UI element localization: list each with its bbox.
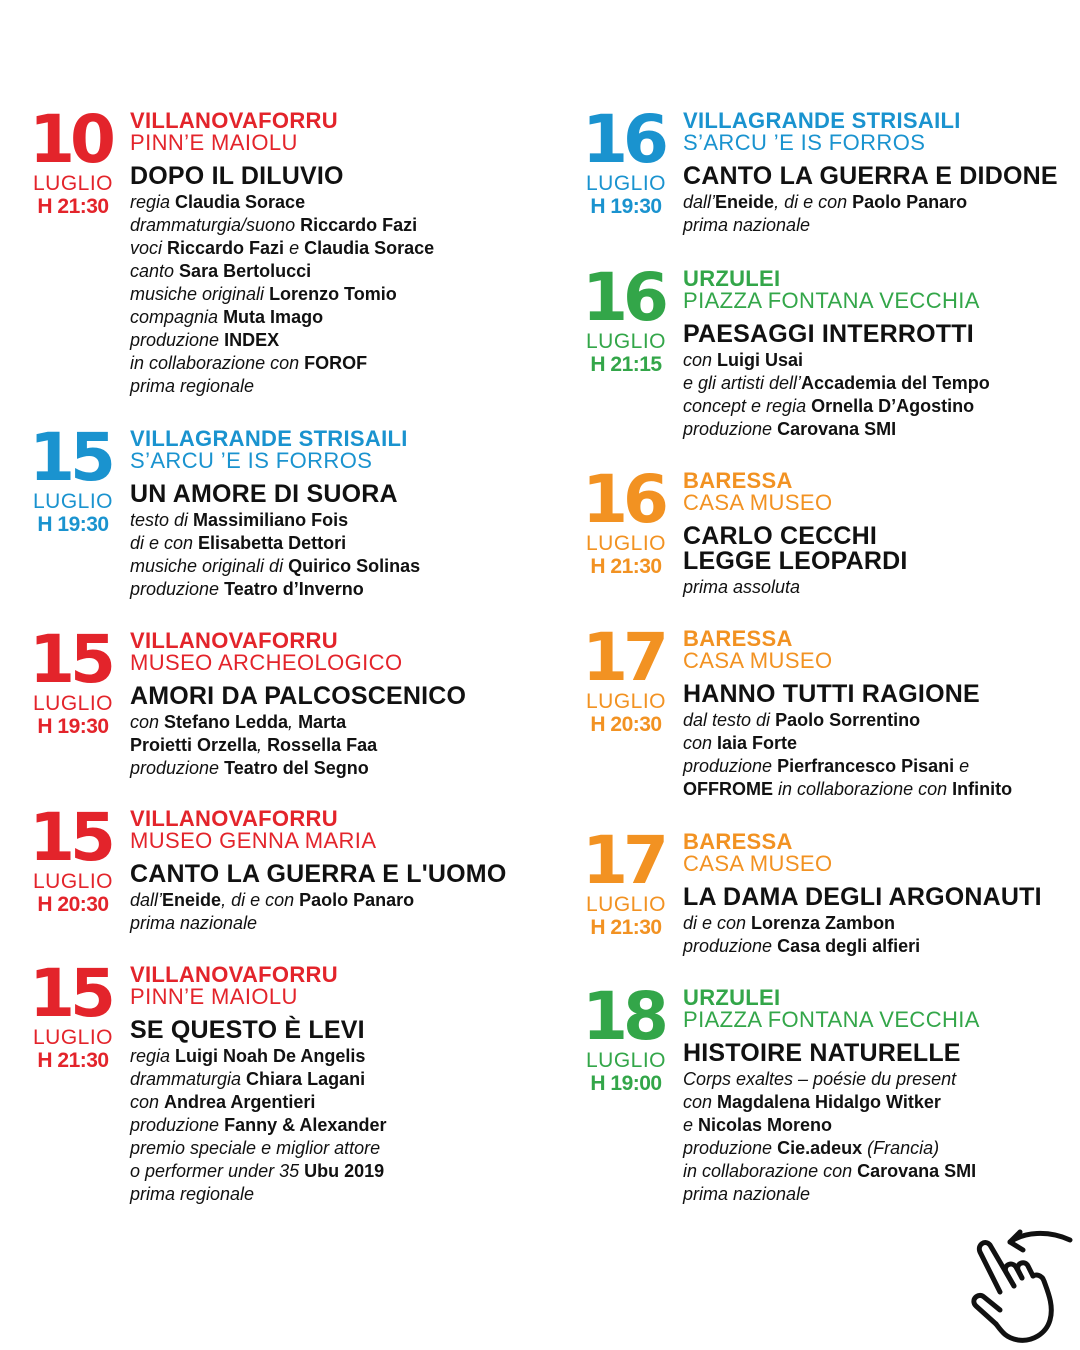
event-info bbox=[130, 428, 540, 601]
event-date bbox=[581, 259, 671, 376]
event-month: LUGLIO bbox=[585, 1049, 667, 1072]
credit-name: Cie.adeux bbox=[777, 1138, 863, 1158]
event-title bbox=[683, 164, 1080, 189]
event-month: LUGLIO bbox=[585, 330, 667, 353]
credit-role: dall’ bbox=[130, 890, 163, 910]
event-date bbox=[581, 461, 671, 578]
event-date bbox=[28, 101, 118, 218]
event-credits bbox=[683, 912, 1080, 958]
credit-line bbox=[683, 1183, 1080, 1206]
credit-name: Teatro d’Inverno bbox=[224, 579, 364, 599]
credit-line bbox=[130, 1091, 540, 1114]
event-time: H 20:30 bbox=[590, 713, 662, 736]
event-time: H 19:30 bbox=[37, 513, 109, 536]
credit-name: Paolo Panaro bbox=[299, 890, 415, 910]
event-date bbox=[28, 955, 118, 1072]
event-credits bbox=[683, 709, 1080, 801]
event-credits bbox=[130, 711, 540, 780]
credit-role: regia bbox=[130, 1046, 176, 1066]
event-title-line: CARLO CECCHI bbox=[683, 522, 878, 550]
event-venue: PINN’E MAIOLU bbox=[130, 984, 298, 1009]
credit-line bbox=[130, 260, 540, 283]
event-title-line: LEGGE LEOPARDI bbox=[683, 547, 908, 575]
credit-name: Nicolas Moreno bbox=[698, 1115, 833, 1135]
event-venue: PIAZZA FONTANA VECCHIA bbox=[683, 288, 980, 313]
credit-line bbox=[130, 734, 540, 757]
credit-name: Magdalena Hidalgo Witker bbox=[717, 1092, 941, 1112]
credit-line bbox=[130, 375, 540, 398]
credit-role: produzione bbox=[130, 758, 225, 778]
event-day: 15 bbox=[29, 621, 111, 698]
event-title bbox=[130, 862, 540, 887]
event-time: H 21:30 bbox=[37, 1049, 109, 1072]
credit-name: INDEX bbox=[224, 330, 280, 350]
credit-line bbox=[130, 329, 540, 352]
event-title bbox=[130, 684, 540, 709]
credit-line bbox=[130, 509, 540, 532]
event-info bbox=[683, 470, 1080, 599]
event-date bbox=[28, 799, 118, 916]
credit-line bbox=[683, 1114, 1080, 1137]
credit-name: Infinito bbox=[952, 779, 1013, 799]
credit-name: Sara Bertolucci bbox=[179, 261, 312, 281]
event-venue: MUSEO ARCHEOLOGICO bbox=[130, 650, 403, 675]
credit-role: in collaborazione con bbox=[130, 353, 305, 373]
event-day: 17 bbox=[582, 619, 664, 696]
credit-name: OFFROME bbox=[683, 779, 773, 799]
credit-role: e bbox=[954, 756, 970, 776]
event-day: 16 bbox=[582, 461, 664, 538]
credit-role: prima nazionale bbox=[683, 1184, 811, 1204]
event-month: LUGLIO bbox=[32, 1026, 114, 1049]
event-credits bbox=[130, 191, 540, 398]
credit-line bbox=[130, 1137, 540, 1160]
credit-name: Pierfrancesco Pisani bbox=[777, 756, 955, 776]
credit-line bbox=[683, 576, 1080, 599]
credit-line bbox=[130, 237, 540, 260]
credit-role: canto bbox=[130, 261, 180, 281]
credit-name: Lorenza Zambon bbox=[751, 913, 896, 933]
event-venue: CASA MUSEO bbox=[683, 648, 833, 673]
credit-line bbox=[130, 912, 540, 935]
event-info bbox=[683, 110, 1080, 237]
credit-role: (Francia) bbox=[862, 1138, 940, 1158]
credit-name: Teatro del Segno bbox=[224, 758, 369, 778]
credit-line bbox=[130, 757, 540, 780]
credit-role: compagnia bbox=[130, 307, 224, 327]
credit-role: drammaturgia bbox=[130, 1069, 247, 1089]
credit-role: produzione bbox=[130, 330, 225, 350]
event-town: URZULEI bbox=[683, 266, 781, 291]
event-day: 16 bbox=[582, 259, 664, 336]
credit-line bbox=[130, 1114, 540, 1137]
credit-name: Eneide bbox=[715, 192, 775, 212]
credit-role: , bbox=[257, 735, 268, 755]
credit-role: voci bbox=[130, 238, 168, 258]
event-time: H 20:30 bbox=[37, 893, 109, 916]
credit-name: Claudia Sorace bbox=[304, 238, 435, 258]
credit-line bbox=[130, 306, 540, 329]
credit-line bbox=[130, 1160, 540, 1183]
event-date bbox=[581, 619, 671, 736]
event-title-line: HANNO TUTTI RAGIONE bbox=[683, 680, 980, 708]
event-month: LUGLIO bbox=[585, 532, 667, 555]
credit-role: in collaborazione con bbox=[683, 1161, 858, 1181]
credit-role: , di e con bbox=[221, 890, 300, 910]
event-day: 16 bbox=[582, 101, 664, 178]
event-credits bbox=[683, 349, 1080, 441]
event-info bbox=[130, 808, 540, 935]
credit-role: , di e con bbox=[774, 192, 853, 212]
credit-line bbox=[683, 372, 1080, 395]
credit-line bbox=[683, 1091, 1080, 1114]
credit-role: Corps exaltes – poésie du present bbox=[683, 1069, 957, 1089]
credit-role: o performer under 35 bbox=[130, 1161, 305, 1181]
credit-role: produzione bbox=[683, 419, 778, 439]
credit-role: concept e regia bbox=[683, 396, 812, 416]
event-venue: PINN’E MAIOLU bbox=[130, 130, 298, 155]
event-town: BARESSA bbox=[683, 829, 793, 854]
event-title-line: SE QUESTO È LEVI bbox=[130, 1016, 365, 1044]
event-info bbox=[130, 964, 540, 1206]
credit-role: di e con bbox=[683, 913, 752, 933]
event-day: 18 bbox=[582, 978, 664, 1055]
event-day: 10 bbox=[29, 101, 111, 178]
credit-line bbox=[130, 889, 540, 912]
event-credits bbox=[130, 509, 540, 601]
credit-name: Massimiliano Fois bbox=[193, 510, 349, 530]
credit-line bbox=[130, 352, 540, 375]
credit-line bbox=[683, 755, 1080, 778]
event-time: H 19:30 bbox=[37, 715, 109, 738]
credit-line bbox=[683, 778, 1080, 801]
event-credits bbox=[683, 191, 1080, 237]
event-credits bbox=[130, 889, 540, 935]
credit-name: Quirico Solinas bbox=[288, 556, 421, 576]
credit-line bbox=[130, 555, 540, 578]
event-day: 15 bbox=[29, 419, 111, 496]
credit-line bbox=[683, 935, 1080, 958]
credit-name: Luigi Usai bbox=[717, 350, 804, 370]
event-month: LUGLIO bbox=[32, 692, 114, 715]
credit-line bbox=[683, 732, 1080, 755]
credit-role: , bbox=[288, 712, 299, 732]
credit-line bbox=[683, 912, 1080, 935]
credit-role: musiche originali bbox=[130, 284, 270, 304]
event-time: H 19:00 bbox=[590, 1072, 662, 1095]
event-town: VILLAGRANDE STRISAILI bbox=[683, 108, 961, 133]
event-day: 15 bbox=[29, 799, 111, 876]
swipe-hand-icon[interactable] bbox=[966, 1228, 1076, 1350]
credit-name: Riccardo Fazi bbox=[167, 238, 285, 258]
event-time: H 21:30 bbox=[37, 195, 109, 218]
credit-role: produzione bbox=[130, 579, 225, 599]
credit-line bbox=[683, 191, 1080, 214]
event-title-line: HISTOIRE NATURELLE bbox=[683, 1039, 961, 1067]
credit-role: produzione bbox=[683, 936, 778, 956]
credit-line bbox=[130, 578, 540, 601]
credit-name: Accademia del Tempo bbox=[801, 373, 990, 393]
credit-role: e bbox=[683, 1115, 699, 1135]
event-time: H 21:30 bbox=[590, 555, 662, 578]
credit-role: regia bbox=[130, 192, 176, 212]
credit-role: di e con bbox=[130, 533, 199, 553]
event-info bbox=[683, 628, 1080, 801]
credit-line bbox=[683, 1068, 1080, 1091]
event-month: LUGLIO bbox=[585, 172, 667, 195]
event-town: BARESSA bbox=[683, 468, 793, 493]
credit-role: musiche originali di bbox=[130, 556, 289, 576]
credit-name: Paolo Sorrentino bbox=[775, 710, 921, 730]
credit-line bbox=[130, 1045, 540, 1068]
credit-role: dall’ bbox=[683, 192, 716, 212]
credit-name: Carovana SMI bbox=[777, 419, 897, 439]
event-time: H 21:30 bbox=[590, 916, 662, 939]
event-venue: S’ARCU ’E IS FORROS bbox=[683, 130, 926, 155]
credit-name: Chiara Lagani bbox=[246, 1069, 366, 1089]
credit-name: Claudia Sorace bbox=[175, 192, 306, 212]
credit-name: Fanny & Alexander bbox=[224, 1115, 387, 1135]
event-title-line: CANTO LA GUERRA E L'UOMO bbox=[130, 860, 507, 888]
credit-role: con bbox=[683, 1092, 718, 1112]
event-info bbox=[683, 268, 1080, 441]
event-title bbox=[130, 164, 540, 189]
event-credits bbox=[683, 1068, 1080, 1206]
credit-role: con bbox=[130, 712, 165, 732]
event-info bbox=[683, 831, 1080, 958]
credit-role: prima assoluta bbox=[683, 577, 801, 597]
credit-name: Riccardo Fazi bbox=[300, 215, 418, 235]
event-town: VILLANOVAFORRU bbox=[130, 806, 338, 831]
event-town: VILLAGRANDE STRISAILI bbox=[130, 426, 408, 451]
credit-line bbox=[130, 283, 540, 306]
event-info bbox=[130, 630, 540, 780]
event-venue: S’ARCU ’E IS FORROS bbox=[130, 448, 373, 473]
event-title bbox=[683, 885, 1080, 910]
credit-role: con bbox=[683, 350, 718, 370]
credit-line bbox=[130, 191, 540, 214]
event-date bbox=[581, 978, 671, 1095]
credit-role: con bbox=[683, 733, 718, 753]
event-title-line: PAESAGGI INTERROTTI bbox=[683, 320, 974, 348]
credit-name: Andrea Argentieri bbox=[164, 1092, 316, 1112]
credit-role: drammaturgia/suono bbox=[130, 215, 301, 235]
event-venue: MUSEO GENNA MARIA bbox=[130, 828, 377, 853]
event-month: LUGLIO bbox=[32, 870, 114, 893]
event-town: URZULEI bbox=[683, 985, 781, 1010]
credit-role: in collaborazione con bbox=[773, 779, 953, 799]
credit-name: Carovana SMI bbox=[857, 1161, 977, 1181]
event-title bbox=[683, 322, 1080, 347]
credit-name: Proietti Orzella bbox=[130, 735, 258, 755]
event-month: LUGLIO bbox=[585, 690, 667, 713]
credit-name: Iaia Forte bbox=[717, 733, 798, 753]
event-title bbox=[683, 524, 1080, 574]
event-town: VILLANOVAFORRU bbox=[130, 628, 338, 653]
credit-name: Elisabetta Dettori bbox=[198, 533, 347, 553]
credit-line bbox=[683, 709, 1080, 732]
credit-name: Lorenzo Tomio bbox=[269, 284, 397, 304]
credit-line bbox=[130, 1068, 540, 1091]
credit-role: dal testo di bbox=[683, 710, 776, 730]
event-title bbox=[130, 482, 540, 507]
credit-role: con bbox=[130, 1092, 165, 1112]
credit-line bbox=[130, 214, 540, 237]
credit-line bbox=[130, 711, 540, 734]
credit-line bbox=[683, 1160, 1080, 1183]
credit-role: prima regionale bbox=[130, 376, 255, 396]
event-time: H 19:30 bbox=[590, 195, 662, 218]
event-title-line: DOPO IL DILUVIO bbox=[130, 162, 344, 190]
event-info bbox=[683, 987, 1080, 1206]
credit-role: e gli artisti dell’ bbox=[683, 373, 802, 393]
event-title-line: AMORI DA PALCOSCENICO bbox=[130, 682, 467, 710]
event-month: LUGLIO bbox=[32, 172, 114, 195]
credit-name: Rossella Faa bbox=[267, 735, 378, 755]
credit-role: produzione bbox=[130, 1115, 225, 1135]
credit-name: Ornella D’Agostino bbox=[811, 396, 975, 416]
credit-role: testo di bbox=[130, 510, 194, 530]
credit-role: premio speciale e miglior attore bbox=[130, 1138, 381, 1158]
event-month: LUGLIO bbox=[585, 893, 667, 916]
credit-name: Muta Imago bbox=[223, 307, 324, 327]
event-title bbox=[683, 1041, 1080, 1066]
credit-role: e bbox=[284, 238, 305, 258]
event-venue: PIAZZA FONTANA VECCHIA bbox=[683, 1007, 980, 1032]
credit-role: produzione bbox=[683, 756, 778, 776]
credit-name: Eneide bbox=[162, 890, 222, 910]
event-title-line: UN AMORE DI SUORA bbox=[130, 480, 398, 508]
credit-name: Marta bbox=[298, 712, 347, 732]
credit-line bbox=[130, 1183, 540, 1206]
event-month: LUGLIO bbox=[32, 490, 114, 513]
credit-line bbox=[683, 349, 1080, 372]
credit-line bbox=[130, 532, 540, 555]
credit-name: Luigi Noah De Angelis bbox=[175, 1046, 366, 1066]
event-day: 15 bbox=[29, 955, 111, 1032]
credit-name: Ubu 2019 bbox=[304, 1161, 385, 1181]
event-title-line: CANTO LA GUERRA E DIDONE bbox=[683, 162, 1058, 190]
credit-line bbox=[683, 1137, 1080, 1160]
event-time: H 21:15 bbox=[590, 353, 662, 376]
event-town: VILLANOVAFORRU bbox=[130, 108, 338, 133]
credit-line bbox=[683, 418, 1080, 441]
event-town: VILLANOVAFORRU bbox=[130, 962, 338, 987]
event-date bbox=[581, 101, 671, 218]
event-venue: CASA MUSEO bbox=[683, 490, 833, 515]
event-venue: CASA MUSEO bbox=[683, 851, 833, 876]
event-title-line: LA DAMA DEGLI ARGONAUTI bbox=[683, 883, 1042, 911]
credit-name: FOROF bbox=[304, 353, 368, 373]
credit-line bbox=[683, 395, 1080, 418]
event-title bbox=[130, 1018, 540, 1043]
event-town: BARESSA bbox=[683, 626, 793, 651]
credit-name: Paolo Panaro bbox=[852, 192, 968, 212]
credit-role: prima nazionale bbox=[130, 913, 258, 933]
credit-role: prima regionale bbox=[130, 1184, 255, 1204]
credit-role: produzione bbox=[683, 1138, 778, 1158]
event-date bbox=[28, 419, 118, 536]
event-date bbox=[581, 822, 671, 939]
event-day: 17 bbox=[582, 822, 664, 899]
credit-line bbox=[683, 214, 1080, 237]
credit-name: Casa degli alfieri bbox=[777, 936, 921, 956]
event-credits bbox=[130, 1045, 540, 1206]
credit-name: Stefano Ledda bbox=[164, 712, 289, 732]
event-title bbox=[683, 682, 1080, 707]
credit-role: prima nazionale bbox=[683, 215, 811, 235]
event-credits bbox=[683, 576, 1080, 599]
event-info bbox=[130, 110, 540, 398]
event-date bbox=[28, 621, 118, 738]
